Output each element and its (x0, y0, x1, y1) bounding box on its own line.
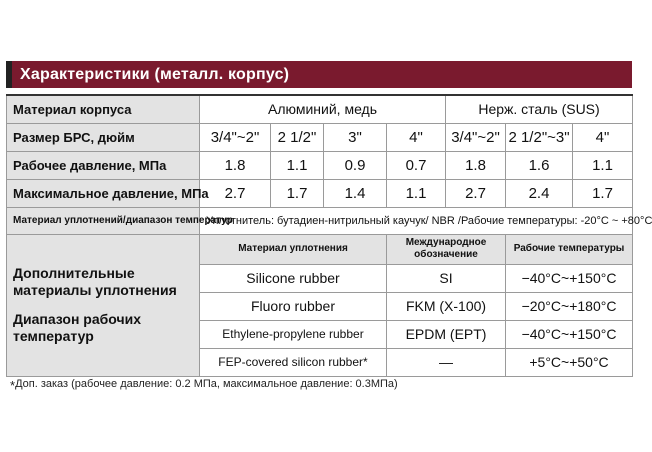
footnote-text: Доп. заказ (рабочее давление: 0.2 МПа, максимальное давление: 0.3МПа) (15, 378, 398, 390)
page-title: Характеристики (металл. корпус) (20, 65, 290, 83)
working-pressure-cell: 0.7 (387, 151, 446, 179)
port-size-row (7, 123, 633, 151)
max-pressure-label: Максимальное давление, МПа (7, 179, 200, 207)
temperature-cell: −20°C~+180°C (506, 292, 633, 320)
body-material-row (7, 95, 633, 123)
max-pressure-cell: 1.7 (573, 179, 633, 207)
working-pressure-row (7, 151, 633, 179)
seal-material-cell: Fluoro rubber (200, 292, 387, 320)
seal-material-cell: Ethylene-propylene rubber (200, 320, 387, 348)
port-size-cell: 3/4"~2" (446, 123, 506, 151)
footnote-marker: * (10, 378, 16, 393)
working-pressure-cell: 0.9 (324, 151, 387, 179)
aluminum-header: Алюминий, медь (200, 95, 446, 123)
stainless-header: Нерж. сталь (SUS) (446, 95, 633, 123)
port-size-cell: 4" (573, 123, 633, 151)
max-pressure-cell: 2.7 (200, 179, 271, 207)
working-pressure-cell: 1.8 (200, 151, 271, 179)
port-size-label: Размер БРС, дюйм (7, 123, 200, 151)
max-pressure-cell: 2.7 (446, 179, 506, 207)
working-pressure-label: Рабочее давление, МПа (7, 151, 200, 179)
temperature-cell: +5°C~+50°C (506, 348, 633, 376)
port-size-cell: 2 1/2" (271, 123, 324, 151)
body-material-label: Материал корпуса (7, 95, 200, 123)
seal-note: Уплотнитель: бутадиен-нитрильный каучук/ NBR /Рабочие температуры: -20°C ~ +80°C (200, 207, 633, 234)
port-size-cell: 3/4"~2" (200, 123, 271, 151)
seal-row (7, 207, 633, 234)
spec-table (6, 94, 652, 377)
footnote (10, 378, 398, 393)
working-pressure-cell: 1.8 (446, 151, 506, 179)
extra-materials-label: Дополнительные материалы уплотнения (13, 265, 177, 298)
working-pressure-cell: 1.1 (271, 151, 324, 179)
port-size-cell: 2 1/2"~3" (506, 123, 573, 151)
max-pressure-cell: 1.4 (324, 179, 387, 207)
extra-seal-label (7, 234, 200, 376)
temperature-cell: −40°C~+150°C (506, 264, 633, 292)
port-size-cell: 4" (387, 123, 446, 151)
temperature-cell: −40°C~+150°C (506, 320, 633, 348)
max-pressure-cell: 1.7 (271, 179, 324, 207)
designation-cell: — (387, 348, 506, 376)
working-pressure-cell: 1.6 (506, 151, 573, 179)
temperature-range-label: Диапазон рабочих температур (13, 311, 141, 344)
max-pressure-cell: 1.1 (387, 179, 446, 207)
working-pressure-cell: 1.1 (573, 151, 633, 179)
temperature-header: Рабочие температуры (506, 234, 633, 264)
seal-label: Материал уплотнений/диапазон температур (7, 207, 200, 234)
seal-material-cell: FEP-covered silicon rubber* (200, 348, 387, 376)
seal-material-header: Материал уплотнения (200, 234, 387, 264)
seal-material-cell: Silicone rubber (200, 264, 387, 292)
designation-cell: FKM (X-100) (387, 292, 506, 320)
max-pressure-row (7, 179, 633, 207)
port-size-cell: 3" (324, 123, 387, 151)
designation-cell: EPDM (EPT) (387, 320, 506, 348)
title-bar (6, 61, 632, 88)
max-pressure-cell: 2.4 (506, 179, 573, 207)
extra-header-row (7, 234, 633, 264)
designation-cell: SI (387, 264, 506, 292)
designation-header: Международное обозначение (387, 234, 506, 264)
